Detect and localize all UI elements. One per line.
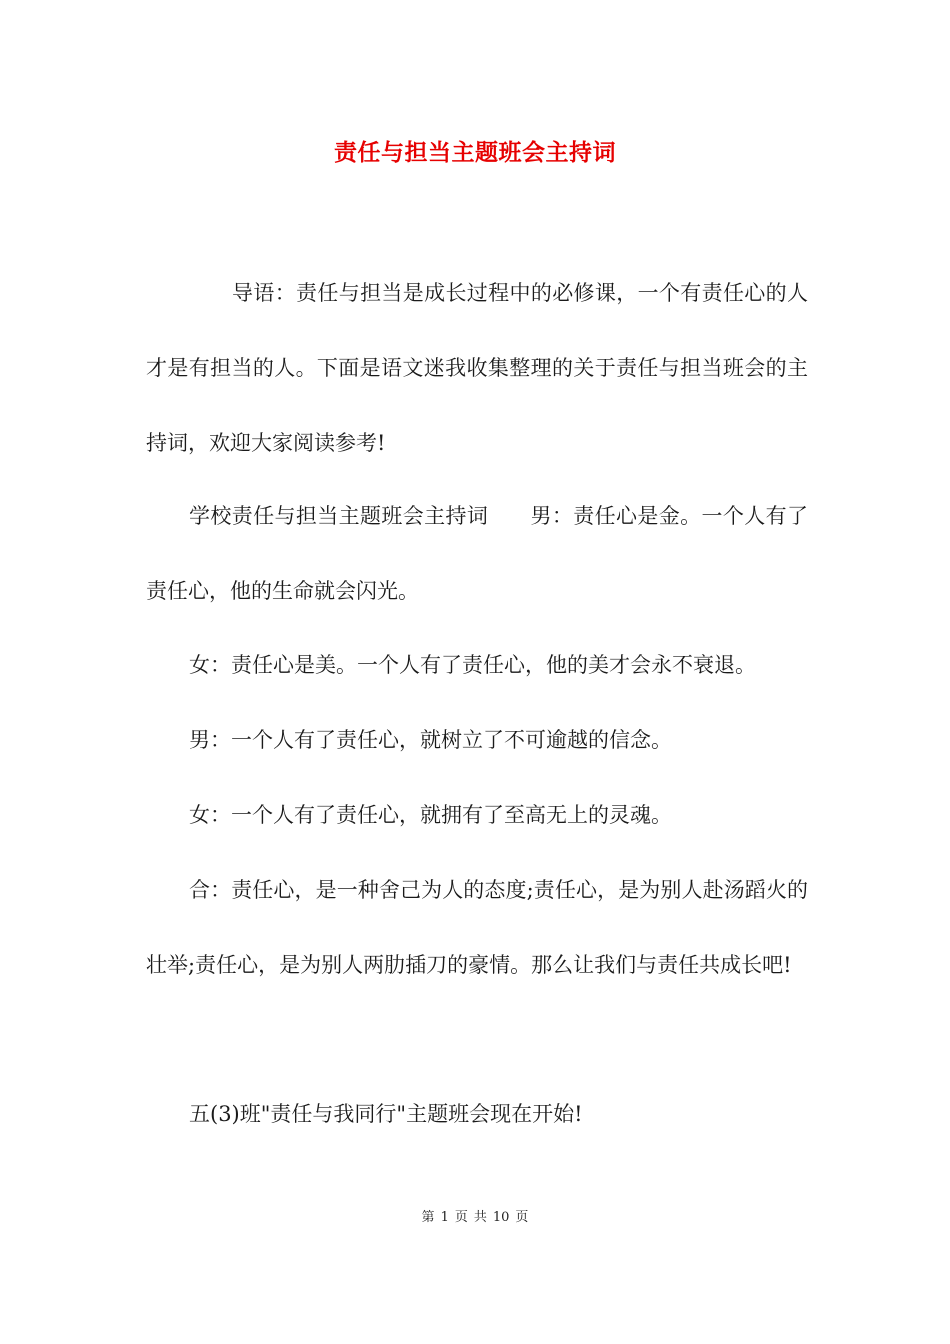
- page-footer: [0, 1208, 950, 1228]
- intro-paragraph: 导语：责任与担当是成长过程中的必修课，一个有责任心的人才是有担当的人。下面是语文迷我收集整理的关于责任与担当班会的主持词，欢迎大家阅读参考!: [146, 281, 808, 455]
- paragraph-6: 五(3)班"责任与我同行"主题班会现在开始!: [189, 1102, 583, 1126]
- paragraph-5: 合：责任心，是一种舍己为人的态度;责任心，是为别人赴汤蹈火的壮举;责任心，是为别人两肋插刀的豪情。那么让我们与责任共成长吧!: [146, 878, 808, 977]
- footer-current-page: 1: [440, 1210, 449, 1225]
- paragraph-1-text: 男：责任心是金。一个人有了责任心，他的生命就会闪光。: [146, 504, 809, 603]
- paragraph-2: 女：责任心是美。一个人有了责任心，他的美才会永不衰退。: [189, 653, 756, 677]
- footer-page-word: 页: [454, 1210, 468, 1225]
- paragraph-1-heading: 学校责任与担当主题班会主持词: [189, 504, 489, 528]
- footer-prefix: 第: [421, 1210, 435, 1225]
- paragraph-4: 女：一个人有了责任心，就拥有了至高无上的灵魂。: [189, 803, 672, 827]
- footer-total-pages: 10: [492, 1210, 510, 1225]
- paragraph-1: [146, 479, 808, 629]
- footer-total-prefix: 共: [473, 1210, 487, 1225]
- paragraph-3: 男：一个人有了责任心，就树立了不可逾越的信念。: [189, 728, 672, 752]
- footer-suffix: 页: [515, 1210, 529, 1225]
- document-title: 责任与担当主题班会主持词: [334, 139, 616, 166]
